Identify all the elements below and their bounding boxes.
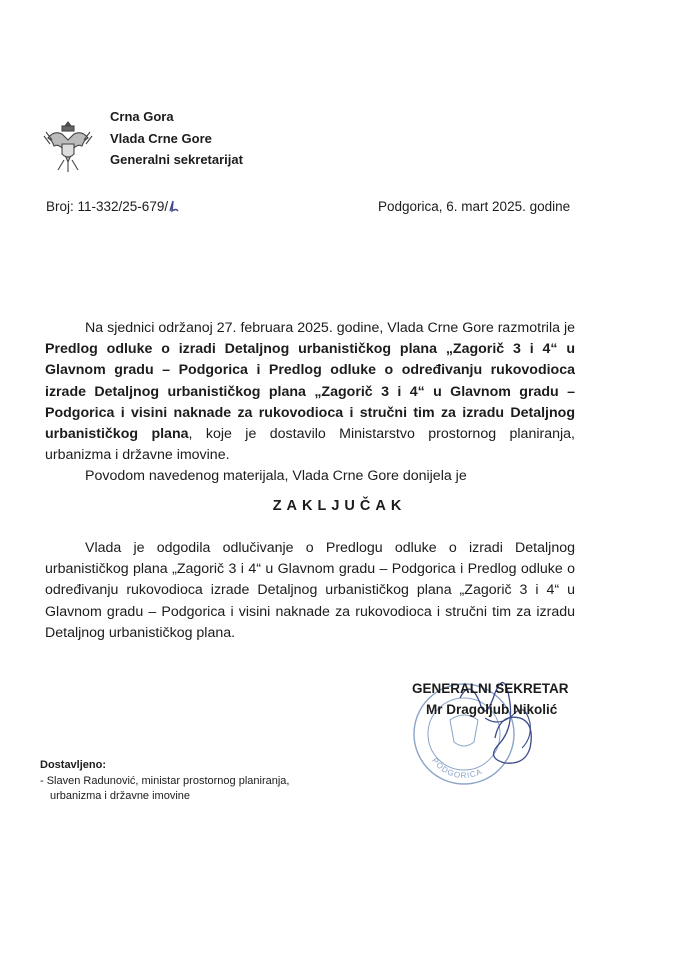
place-and-date: Podgorica, 6. mart 2025. godine (378, 199, 571, 214)
distribution-item: - Slaven Radunović, ministar prostornog planiranja, (40, 774, 290, 787)
stamp-text: PODGORICA (430, 756, 484, 781)
office-name: Generalni sekretarijat (110, 152, 243, 167)
intro-subject: Predlog odluke o izradi Detaljnog urbanističkog plana „Zagorič 3 i 4“ u Glavnom gradu – Podgorica i Predlog odluke o određivanju rukovodioca izrade Detaljnog urbanističkog plana „Zagorič 3 i 4“ u Glavnom gradu – Podgorica i visini naknade za rukovodioca i stručni tim za izradu Detaljnog urbanističkog plana (45, 341, 575, 443)
intro-text-end: , koje je dostavilo Ministarstvo prostornog planiranja, urbanizma i državne imovine. (45, 426, 575, 464)
intro-paragraph (45, 318, 575, 466)
intro-decision-line: Povodom navedenog materijala, Vlada Crne Gore donijela je (85, 468, 467, 485)
country-name: Crna Gora (110, 109, 174, 124)
distribution-item-continuation: urbanizma i državne imovine (50, 790, 191, 802)
conclusion-section (45, 538, 575, 644)
document-title: ZAKLJUČAK (272, 498, 407, 514)
conclusion-paragraph: Vlada je odgodila odlučivanje o Predlogu odluke o izradi Detaljnog urbanističkog plana „Zagorič 3 i 4“ u Glavnom gradu – Podgorica i Predlog odluke o određivanju rukovodioca izrade Detaljnog urbanističkog plana „Zagorič 3 i 4“ u Glavnom gradu – Podgorica i visini naknade za rukovodioca i stručni tim za izradu Detaljnog urbanističkog plana. (45, 540, 575, 641)
intro-text-start: Na sjednici održanoj 27. februara 2025. godine, Vlada Crne Gore razmotrila je (85, 320, 575, 336)
reference-text: Broj: 11-332/25-679/ (46, 199, 169, 214)
reference-number (46, 199, 180, 214)
signatory-role: GENERALNI SEKRETAR (412, 681, 569, 696)
coat-of-arms-icon (38, 118, 98, 178)
distribution-list (40, 758, 289, 805)
signature-block (412, 678, 569, 720)
government-name: Vlada Crne Gore (110, 130, 212, 146)
issuer-header (110, 106, 243, 171)
signatory-name: Mr Dragoljub Nikolić (426, 702, 558, 717)
intro-section (45, 318, 575, 488)
distribution-label: Dostavljeno: (40, 759, 107, 771)
handwritten-mark-icon (168, 199, 180, 213)
